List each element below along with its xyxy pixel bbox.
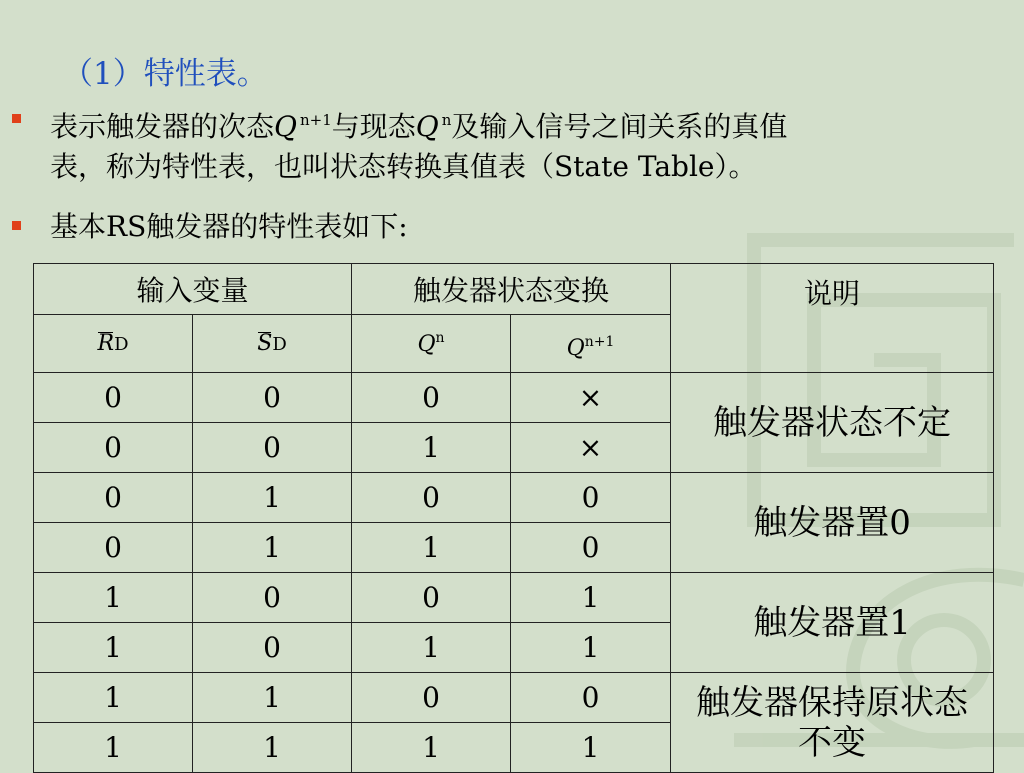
cell-qn1: ×	[511, 423, 671, 473]
header-state-transition: 触发器状态变换	[352, 264, 671, 315]
table-header-row	[34, 264, 994, 315]
header-sd: SD	[193, 315, 352, 373]
cell-qn1: ×	[511, 373, 671, 423]
cell-qn1: 1	[511, 623, 671, 673]
cell-qn1: 0	[511, 673, 671, 723]
description-reset: 触发器置0	[671, 473, 994, 573]
cell-qn1: 1	[511, 723, 671, 773]
table-row	[34, 573, 994, 623]
cell-qn: 1	[352, 423, 511, 473]
definition-text-part2: 与现态	[331, 110, 416, 143]
next-state-symbol: Q	[274, 110, 297, 143]
header-qn: $Q^n$	[352, 315, 511, 373]
characteristic-table	[33, 263, 994, 773]
next-state-superscript: n+1	[299, 111, 332, 129]
bullet-text-rs-table: 基本RS触发器的特性表如下:	[50, 210, 408, 243]
cell-rd: 1	[34, 623, 193, 673]
header-description: 说明	[671, 264, 994, 373]
cell-sd: 0	[193, 573, 352, 623]
cell-rd: 1	[34, 723, 193, 773]
cell-qn1: 0	[511, 473, 671, 523]
cell-sd: 1	[193, 473, 352, 523]
cell-qn: 1	[352, 723, 511, 773]
table-row	[34, 373, 994, 423]
current-state-superscript: n	[441, 111, 452, 129]
cell-qn: 1	[352, 623, 511, 673]
cell-qn1: 1	[511, 573, 671, 623]
definition-text-part3: 及输入信号之间关系的真值	[451, 110, 788, 143]
cell-sd: 0	[193, 423, 352, 473]
cell-sd: 1	[193, 523, 352, 573]
cell-sd: 0	[193, 373, 352, 423]
table-row	[34, 673, 994, 723]
cell-qn: 0	[352, 473, 511, 523]
bullet-item-rs-table	[12, 207, 1002, 247]
table-row	[34, 473, 994, 523]
bullet-square-icon	[12, 221, 21, 230]
definition-text-part1: 表示触发器的次态	[50, 110, 275, 143]
bullet-item-definition	[12, 100, 1002, 187]
slide-heading: （1）特性表。	[62, 56, 268, 92]
cell-rd: 0	[34, 473, 193, 523]
description-set: 触发器置1	[671, 573, 994, 673]
cell-qn: 0	[352, 573, 511, 623]
cell-sd: 1	[193, 723, 352, 773]
cell-rd: 0	[34, 373, 193, 423]
cell-rd: 0	[34, 423, 193, 473]
description-indeterminate: 触发器状态不定	[671, 373, 994, 473]
cell-qn: 0	[352, 673, 511, 723]
header-rd: RD	[34, 315, 193, 373]
header-qn1: $Q^{n+1}$	[511, 315, 671, 373]
cell-rd: 0	[34, 523, 193, 573]
cell-qn: 0	[352, 373, 511, 423]
definition-text-line2: 表，称为特性表，也叫状态转换真值表（State Table）。	[50, 150, 757, 183]
current-state-symbol: Q	[415, 110, 439, 143]
bullet-square-icon	[12, 114, 21, 123]
bullet-text-definition	[50, 100, 1002, 187]
description-hold: 触发器保持原状态不变	[671, 673, 994, 773]
cell-sd: 1	[193, 673, 352, 723]
cell-rd: 1	[34, 573, 193, 623]
cell-rd: 1	[34, 673, 193, 723]
header-input-variables: 输入变量	[34, 264, 352, 315]
cell-qn1: 0	[511, 523, 671, 573]
cell-sd: 0	[193, 623, 352, 673]
cell-qn: 1	[352, 523, 511, 573]
